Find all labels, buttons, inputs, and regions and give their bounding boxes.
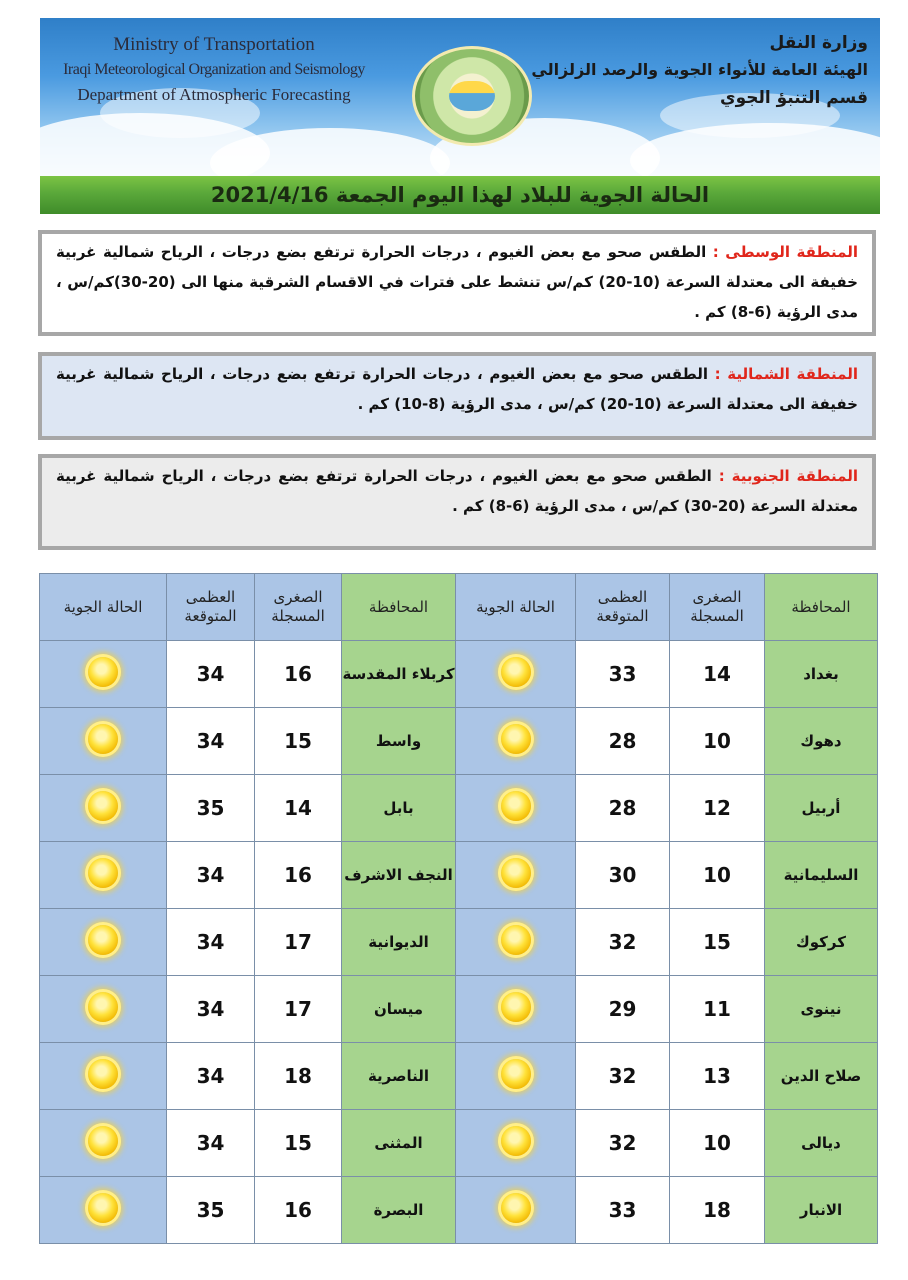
weather-cell (456, 1043, 576, 1110)
forecast-sheet (28, 8, 888, 1266)
sun-icon (88, 925, 118, 955)
sun-icon (501, 1126, 531, 1156)
region-text: الطقس صحو مع بعض الغيوم ، درجات الحرارة ترتفع بضع درجات ، الرياح شمالية غربية خفيفة الى معتدلة السرعة (10-20) كم/س ، مدى الرؤية (8-10) كم . (56, 365, 858, 413)
sun-icon (501, 791, 531, 821)
min-temp-cell: 14 (670, 641, 765, 708)
table-row (40, 1043, 878, 1110)
region-text: الطقس صحو مع بعض الغيوم ، درجات الحرارة ترتفع بضع درجات ، الرياح شمالية غربية معتدلة السرعة (20-30) كم/س ، مدى الرؤية (6-8) كم . (56, 467, 858, 515)
max-temp-cell: 28 (576, 708, 670, 775)
min-temp-cell: 16 (255, 842, 342, 909)
header-province: المحافظة (765, 574, 878, 641)
sun-icon (88, 657, 118, 687)
region-label: المنطقة الشمالية : (714, 365, 858, 383)
sun-icon (501, 724, 531, 754)
header-min: الصغرى المسجلة (255, 574, 342, 641)
english-header (54, 32, 374, 108)
max-temp-cell: 34 (167, 708, 255, 775)
department-name-en: Department of Atmospheric Forecasting (77, 85, 351, 104)
weather-cell (456, 976, 576, 1043)
table-row (40, 775, 878, 842)
max-temp-cell: 29 (576, 976, 670, 1043)
min-temp-cell: 14 (255, 775, 342, 842)
table-row (40, 641, 878, 708)
ministry-name-ar: وزارة النقل (769, 33, 868, 53)
table-row (40, 1110, 878, 1177)
max-temp-cell: 32 (576, 909, 670, 976)
province-cell: نينوى (765, 976, 878, 1043)
province-cell: بابل (342, 775, 456, 842)
max-temp-cell: 34 (167, 1043, 255, 1110)
sun-icon (88, 992, 118, 1022)
max-temp-cell: 33 (576, 1177, 670, 1244)
max-temp-cell: 35 (167, 775, 255, 842)
province-cell: النجف الاشرف (342, 842, 456, 909)
sun-icon (501, 858, 531, 888)
min-temp-cell: 15 (255, 1110, 342, 1177)
sun-icon (501, 992, 531, 1022)
min-temp-cell: 11 (670, 976, 765, 1043)
min-temp-cell: 10 (670, 1110, 765, 1177)
header-max: العظمى المتوقعة (167, 574, 255, 641)
min-temp-cell: 17 (255, 976, 342, 1043)
weather-cell (456, 909, 576, 976)
weather-cell (40, 775, 167, 842)
weather-cell (456, 1177, 576, 1244)
max-temp-cell: 34 (167, 909, 255, 976)
weather-cell (456, 641, 576, 708)
province-cell: أربيل (765, 775, 878, 842)
province-cell: السليمانية (765, 842, 878, 909)
min-temp-cell: 18 (255, 1043, 342, 1110)
region-southern (38, 454, 876, 550)
weather-cell (40, 1177, 167, 1244)
header-weather: الحالة الجوية (456, 574, 576, 641)
province-cell: صلاح الدين (765, 1043, 878, 1110)
department-name-ar: قسم التنبؤ الجوي (720, 88, 868, 108)
weather-cell (456, 708, 576, 775)
province-cell: ميسان (342, 976, 456, 1043)
min-temp-cell: 17 (255, 909, 342, 976)
weather-cell (40, 909, 167, 976)
province-cell: دهوك (765, 708, 878, 775)
province-cell: بغداد (765, 641, 878, 708)
table-row (40, 909, 878, 976)
sun-icon (501, 925, 531, 955)
sun-icon (88, 1193, 118, 1223)
min-temp-cell: 10 (670, 708, 765, 775)
header-banner (40, 18, 880, 183)
sun-icon (88, 791, 118, 821)
min-temp-cell: 12 (670, 775, 765, 842)
max-temp-cell: 34 (167, 976, 255, 1043)
ministry-name-en: Ministry of Transportation (113, 34, 315, 55)
max-temp-cell: 34 (167, 641, 255, 708)
min-temp-cell: 18 (670, 1177, 765, 1244)
weather-cell (40, 976, 167, 1043)
table-row (40, 842, 878, 909)
sun-icon (88, 858, 118, 888)
max-temp-cell: 33 (576, 641, 670, 708)
sun-icon (501, 657, 531, 687)
table-row (40, 976, 878, 1043)
province-cell: واسط (342, 708, 456, 775)
province-cell: كربلاء المقدسة (342, 641, 456, 708)
province-cell: المثنى (342, 1110, 456, 1177)
province-cell: الديوانية (342, 909, 456, 976)
region-text: الطقس صحو مع بعض الغيوم ، درجات الحرارة ترتفع بضع درجات ، الرياح شمالية غربية خفيفة الى معتدلة السرعة (10-20) كم/س تنشط على فترات في الاقسام الشرقية منها الى (20-30)كم/س ، مدى الرؤية (6-8) كم . (56, 243, 858, 321)
province-cell: كركوك (765, 909, 878, 976)
organization-logo-icon (412, 46, 532, 146)
min-temp-cell: 16 (255, 1177, 342, 1244)
weather-cell (40, 641, 167, 708)
min-temp-cell: 16 (255, 641, 342, 708)
weather-cell (40, 842, 167, 909)
arabic-header (528, 30, 868, 112)
sun-icon (88, 1059, 118, 1089)
min-temp-cell: 13 (670, 1043, 765, 1110)
title-bar (40, 176, 880, 214)
province-cell: ديالى (765, 1110, 878, 1177)
min-temp-cell: 15 (670, 909, 765, 976)
header-max: العظمى المتوقعة (576, 574, 670, 641)
sun-icon (501, 1059, 531, 1089)
weather-cell (456, 775, 576, 842)
province-cell: البصرة (342, 1177, 456, 1244)
min-temp-cell: 15 (255, 708, 342, 775)
province-cell: الناصرية (342, 1043, 456, 1110)
weather-cell (40, 1043, 167, 1110)
organization-name-en: Iraqi Meteorological Organization and Seismology (63, 61, 365, 78)
sun-icon (501, 1193, 531, 1223)
region-northern (38, 352, 876, 440)
weather-cell (40, 1110, 167, 1177)
header-min: الصغرى المسجلة (670, 574, 765, 641)
sun-icon (88, 724, 118, 754)
weather-cell (456, 842, 576, 909)
sun-icon (88, 1126, 118, 1156)
organization-name-ar: الهيئة العامة للأنواء الجوية والرصد الزلزالي (531, 60, 868, 79)
province-forecast-table (39, 573, 878, 1244)
header-weather: الحالة الجوية (40, 574, 167, 641)
max-temp-cell: 32 (576, 1110, 670, 1177)
max-temp-cell: 28 (576, 775, 670, 842)
table-row (40, 1177, 878, 1244)
header-province: المحافظة (342, 574, 456, 641)
region-label: المنطقة الوسطى : (712, 243, 858, 261)
max-temp-cell: 30 (576, 842, 670, 909)
max-temp-cell: 34 (167, 1110, 255, 1177)
region-label: المنطقة الجنوبية : (718, 467, 858, 485)
weather-cell (40, 708, 167, 775)
table-header-row (40, 574, 878, 641)
province-cell: الانبار (765, 1177, 878, 1244)
region-central (38, 230, 876, 336)
table-row (40, 708, 878, 775)
max-temp-cell: 34 (167, 842, 255, 909)
weather-cell (456, 1110, 576, 1177)
max-temp-cell: 35 (167, 1177, 255, 1244)
max-temp-cell: 32 (576, 1043, 670, 1110)
min-temp-cell: 10 (670, 842, 765, 909)
page-title: الحالة الجوية للبلاد لهذا اليوم الجمعة 2021/4/16 (210, 183, 710, 207)
